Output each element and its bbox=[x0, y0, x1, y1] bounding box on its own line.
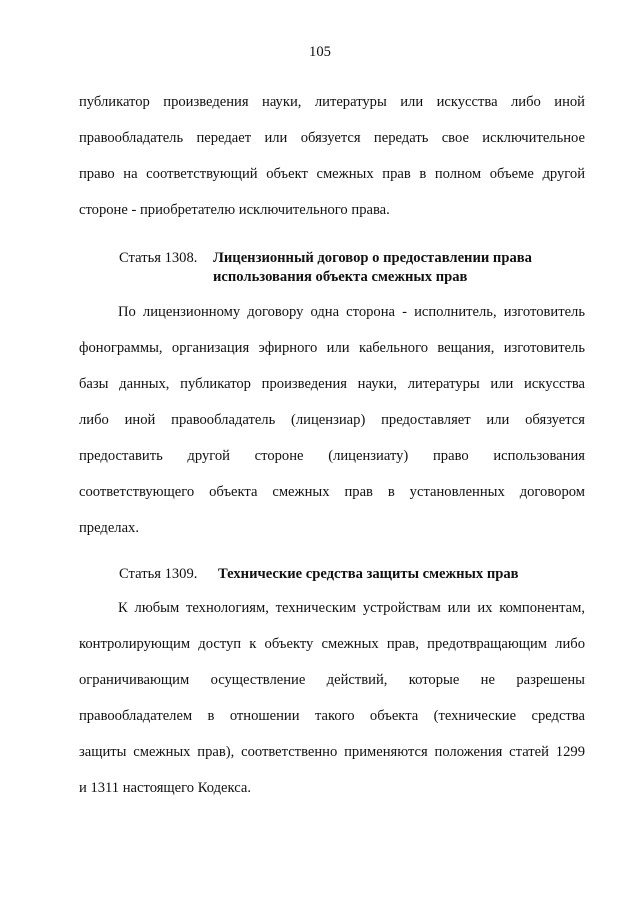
article-1309-line-6: и 1311 настоящего Кодекса. bbox=[79, 780, 252, 796]
article-1309-line-4: правообладателем в отношении такого объекта (технические средства bbox=[79, 708, 585, 724]
article-1309-line-1: К любым технологиям, техническим устройствам или их компонентам, bbox=[118, 600, 585, 616]
article-1309-title: Технические средства защиты смежных прав bbox=[218, 566, 519, 582]
intro-line-1: публикатор произведения науки, литературы или искусства либо иной bbox=[79, 94, 585, 110]
article-1309-line-5: защиты смежных прав), соответственно применяются положения статей 1299 bbox=[79, 744, 585, 760]
article-1308-title-line-2: использования объекта смежных прав bbox=[213, 269, 468, 285]
article-1308-line-1: По лицензионному договору одна сторона - исполнитель, изготовитель bbox=[118, 304, 585, 320]
article-1308-number: Статья 1308. bbox=[119, 250, 198, 266]
page-number: 105 bbox=[309, 44, 331, 60]
article-1308-title-line-1: Лицензионный договор о предоставлении права bbox=[213, 250, 532, 266]
article-1308-line-6: соответствующего объекта смежных прав в установленных договором bbox=[79, 484, 585, 500]
article-1308-line-3: базы данных, публикатор произведения науки, литературы или искусства bbox=[79, 376, 585, 392]
article-1309-line-2: контролирующим доступ к объекту смежных прав, предотвращающим либо bbox=[79, 636, 585, 652]
article-1309-line-3: ограничивающим осуществление действий, которые не разрешены bbox=[79, 672, 585, 688]
article-1308-line-7: пределах. bbox=[79, 520, 139, 536]
article-1308-line-5: предоставить другой стороне (лицензиату) право использования bbox=[79, 448, 585, 464]
intro-line-4: стороне - приобретателю исключительного права. bbox=[79, 202, 390, 218]
article-1308-line-4: либо иной правообладатель (лицензиар) предоставляет или обязуется bbox=[79, 412, 585, 428]
intro-line-3: право на соответствующий объект смежных прав в полном объеме другой bbox=[79, 166, 585, 182]
intro-line-2: правообладатель передает или обязуется передать свое исключительное bbox=[79, 130, 585, 146]
article-1309-number: Статья 1309. bbox=[119, 566, 198, 582]
article-1308-line-2: фонограммы, организация эфирного или кабельного вещания, изготовитель bbox=[79, 340, 585, 356]
